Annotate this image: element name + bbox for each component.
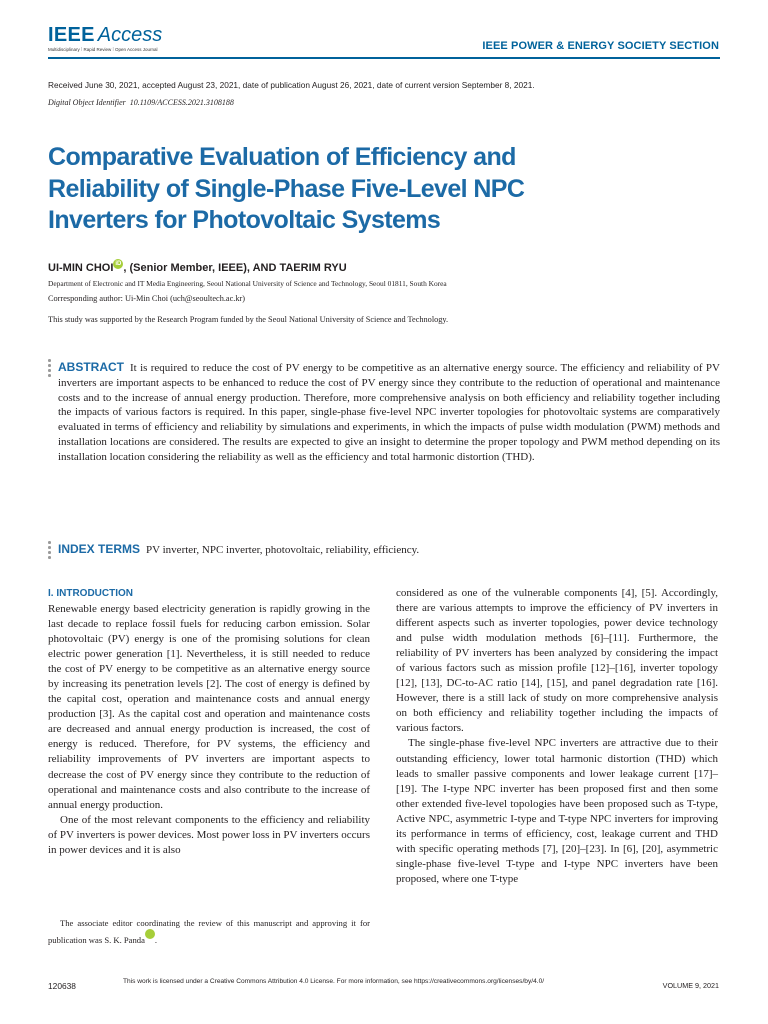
funding-statement: This study was supported by the Research Program funded by the Seoul National University of Science and Technology. (48, 315, 449, 324)
author-line (48, 262, 347, 274)
affiliation: Department of Electronic and IT Media Engineering, Seoul National University of Science and Technology, Seoul 01811, South Korea (48, 279, 447, 288)
paragraph: considered as one of the vulnerable components [4], [5]. Accordingly, there are various attempts to improve the efficiency of PV inverters in different aspects such as inverter topologies, power device technology and pulse width modulation methods [6]–[11]. Furthermore, the reliability of PV inverters has been analyzed by considering the impact of various factors such as mission profile [12]–[16], inverter topology [12], [13], DC-to-AC ratio [14], [15], and panel degradation rate [16]. However, there is a still lack of study on more comprehensive analysis on both efficiency and reliability together including the impacts of various factors. (396, 587, 718, 735)
section-heading: I. INTRODUCTION (48, 588, 133, 599)
doi-line (48, 98, 234, 107)
abstract-text: It is required to reduce the cost of PV energy to be competitive as an alternative energy source. The efficiency and reliability of PV inverters are important aspects to be enhanced to reduce the cost of PV energy since they contribute to the reduction of operational and maintenance costs and to the increase of annual energy production. Therefore, more comprehensive analysis on both efficiency and reliability together including the impacts of various factors is required. In this paper, single-phase five-level NPC inverter topologies for photovoltaic systems are comparatively evaluated in terms of efficiency and reliability by simulations and experiments, in which the impacts of pulse width modulation (PWM) methods and installation locations are considered. The results are expected to give an insight to determine the proper topology and PWM method depending on its installation location considering the reliability as well as the efficiency and total harmonic distortion (THD). (58, 362, 720, 463)
doi-link[interactable]: 10.1109/ACCESS.2021.3108188 (129, 98, 234, 107)
page-number: 120638 (48, 981, 76, 991)
journal-logo (48, 24, 162, 52)
index-terms-label: INDEX TERMS (58, 542, 141, 556)
paragraph: Renewable energy based electricity generation is rapidly growing in the last decade to replace fossil fuels for reducing carbon emission. Solar photovoltaic (PV) energy is one of the promising solutions for clean electric power generation [1]. Nevertheless, it is still needed to reduce the cost of PV energy to be competitive as an alternative energy source by increasing its penetration levels [2]. The cost of energy is defined by the capital cost, operation and maintenance costs and annual energy production [3]. As the capital cost and operation and maintenance costs are decreased and annual energy production is increased, the cost of energy is reduced. Therefore, for PV systems, the efficiency and reliability improvements of PV inverters are important aspects to decrease the cost of PV energy since they contribute to the reduction of operational and maintenance costs and also contribute to the increase of annual energy production. (48, 603, 370, 811)
left-column (48, 586, 370, 858)
logo-tagline: Multidisciplinary ⁞ Rapid Review ⁞ Open Access Journal (48, 47, 158, 52)
author-first: UI-MIN CHOI (48, 262, 114, 274)
orcid-icon[interactable]: iD (145, 929, 155, 939)
received-dates: Received June 30, 2021, accepted August 23, 2021, date of publication August 26, 2021, date of current version September 8, 2021. (48, 80, 535, 90)
abstract-label: ABSTRACT (58, 360, 124, 374)
editor-footnote: The associate editor coordinating the review of this manuscript and approving it for publication was S. K. PandaiD. (48, 918, 370, 945)
paragraph: The single-phase five-level NPC inverters are attractive due to their outstanding efficiency, lower total harmonic distortion (THD) which leads to smaller passive components and lower leakage current [17]–[19]. The I-type NPC inverter has been proposed first and then some other extended five-level topologies have been proposed such as T-type, Active NPC, asymmetric I-type and T-type NPC inverters for improving its performance in terms of efficiency, cost, leakage current and THD with specific operating methods [7], [20]–[23]. In [6], [20], asymmetric single-phase five-level T-type and I-type NPC inverters have been proposed, where one T-type (396, 737, 718, 885)
paragraph: One of the most relevant components to the efficiency and reliability of PV inverters is power devices. Most power loss in PV inverters occurs in power devices and it is also (48, 813, 370, 856)
paper-title: Comparative Evaluation of Efficiency and Reliability of Single-Phase Five-Level NPC Inverters for Photovoltaic Systems (48, 143, 525, 234)
logo-ieee-text: IEEE (48, 24, 95, 46)
corresponding-author: Corresponding author: Ui-Min Choi (uch@seoultech.ac.kr) (48, 294, 246, 303)
footnote-text: The associate editor coordinating the review of this manuscript and approving it for publication was S. K. Panda (48, 918, 370, 945)
index-terms-text: PV inverter, NPC inverter, photovoltaic, reliability, efficiency. (146, 544, 420, 556)
license-notice: This work is licensed under a Creative Commons Attribution 4.0 License. For more information, see https://creativecommons.org/licenses/by/4.0/ (123, 978, 545, 985)
abstract (58, 360, 720, 465)
index-terms (58, 542, 419, 556)
doi-label: Digital Object Identifier (48, 98, 126, 107)
volume-label: VOLUME 9, 2021 (662, 981, 719, 990)
abstract-dots-icon (48, 359, 52, 379)
header-rule (48, 57, 720, 59)
section-label: IEEE POWER & ENERGY SOCIETY SECTION (482, 40, 719, 52)
author-rest: , (Senior Member, IEEE), AND TAERIM RYU (123, 262, 347, 274)
right-column (396, 586, 718, 887)
logo-access-text: Access (97, 24, 163, 46)
orcid-icon[interactable]: iD (115, 261, 122, 267)
index-terms-dots-icon (48, 541, 52, 561)
